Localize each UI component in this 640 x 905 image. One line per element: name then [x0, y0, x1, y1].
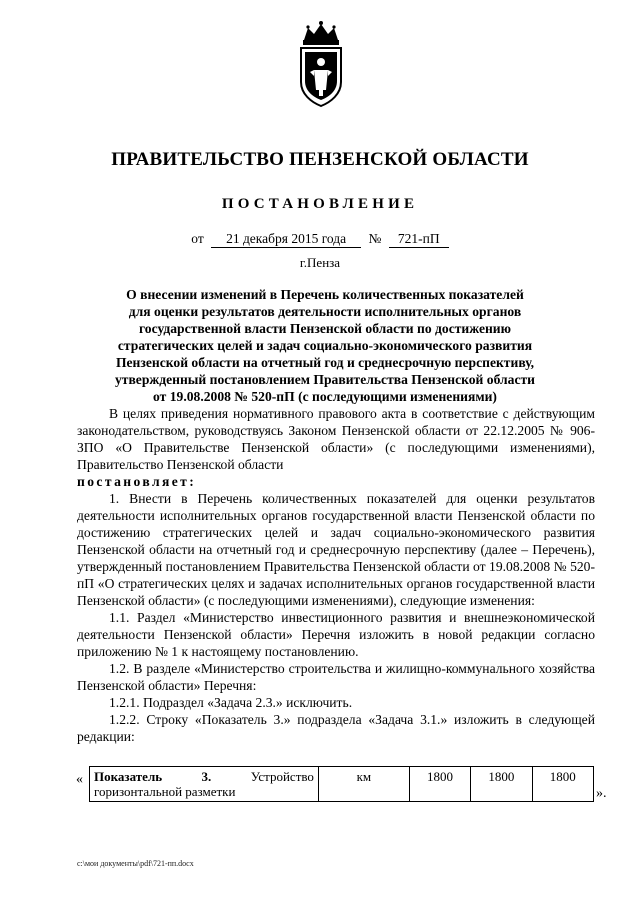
resolves-paragraph	[77, 473, 595, 490]
quote-open: «	[76, 772, 83, 787]
resolves-word: постановляет:	[77, 474, 197, 489]
heading-line: от 19.08.2008 № 520-пП (с последующими изменениями)	[153, 389, 497, 404]
quote-close: ».	[596, 786, 607, 801]
indicator-name-cell	[90, 767, 319, 802]
indicator-label: Показатель 3.	[94, 769, 212, 784]
organization-name: ПРАВИТЕЛЬСТВО ПЕНЗЕНСКОЙ ОБЛАСТИ	[111, 149, 529, 170]
unit-cell: км	[318, 767, 409, 802]
value-cell: 1800	[409, 767, 470, 802]
heading-line: государственной власти Пензенской области по достижению	[138, 321, 512, 336]
clause-1-2-2: 1.2.2. Строку «Показатель 3.» подраздела «Задача 3.1.» изложить в следующей редакции:	[77, 712, 595, 744]
date-number-line	[0, 230, 640, 248]
number-sign: №	[368, 231, 382, 246]
heading-line: стратегических целей и задач социально-экономического развития	[117, 338, 533, 353]
value-cell: 1800	[471, 767, 532, 802]
preamble-text: В целях приведения нормативного правового акта в соответствие с действующим законодательством, руководствуясь Законом Пензенской области от 22.12.2005 № 906-ЗПО «О Правительстве Пензенской области» (с последующими изменениями), Правительство Пензенской области	[77, 406, 595, 472]
heading-line: Пензенской области на отчетный год и среднесрочную перспективу,	[115, 355, 535, 370]
clause-1-1: 1.1. Раздел «Министерство инвестиционного развития и внешнеэкономической деятельности Пензенской области» Перечня изложить в новой редакции согласно приложению № 1 к настоящему постановлению.	[77, 610, 595, 659]
heading-line: О внесении изменений в Перечень количественных показателей	[126, 287, 524, 302]
date-prefix: от	[191, 231, 204, 246]
clause-1: 1. Внести в Перечень количественных показателей для оценки результатов деятельности исполнительных органов государственной власти Пензенской области по достижению стратегических целей и задач социально-экономического развития Пензенской области на отчетный год и среднесрочную перспективу (далее – Перечень), утвержденный постановлением Правительства Пензенской области от 19.08.2008 № 520-пП «О стратегических целях и задачах исполнительных органов государственной власти Пензенской области» (с последующими изменениями), следующие изменения:	[77, 491, 595, 608]
clause-1-2: 1.2. В разделе «Министерство строительства и жилищно-коммунального хозяйства Пензенской области» Перечня:	[77, 661, 595, 693]
table-row	[90, 767, 594, 802]
preamble-paragraph	[77, 405, 595, 473]
document-number: 721-пП	[389, 231, 449, 248]
document-city: г.Пенза	[299, 255, 341, 270]
document-type: ПОСТАНОВЛЕНИЕ	[221, 196, 419, 212]
heading-line: для оценки результатов деятельности исполнительных органов	[128, 304, 522, 319]
value-cell: 1800	[532, 767, 593, 802]
indicator-table	[89, 766, 594, 802]
document-heading	[90, 286, 560, 405]
coat-of-arms-icon	[292, 20, 350, 110]
file-path-footer: c:\мои документы\pdf\721-пп.docx	[77, 859, 194, 868]
indicator-text: Устройство горизонтальной разметки	[94, 769, 314, 799]
heading-line: утвержденный постановлением Правительства Пензенской области	[114, 372, 536, 387]
clause-1-2-1: 1.2.1. Подраздел «Задача 2.3.» исключить.	[109, 695, 353, 710]
document-date: 21 декабря 2015 года	[211, 231, 361, 248]
document-body	[77, 405, 595, 745]
